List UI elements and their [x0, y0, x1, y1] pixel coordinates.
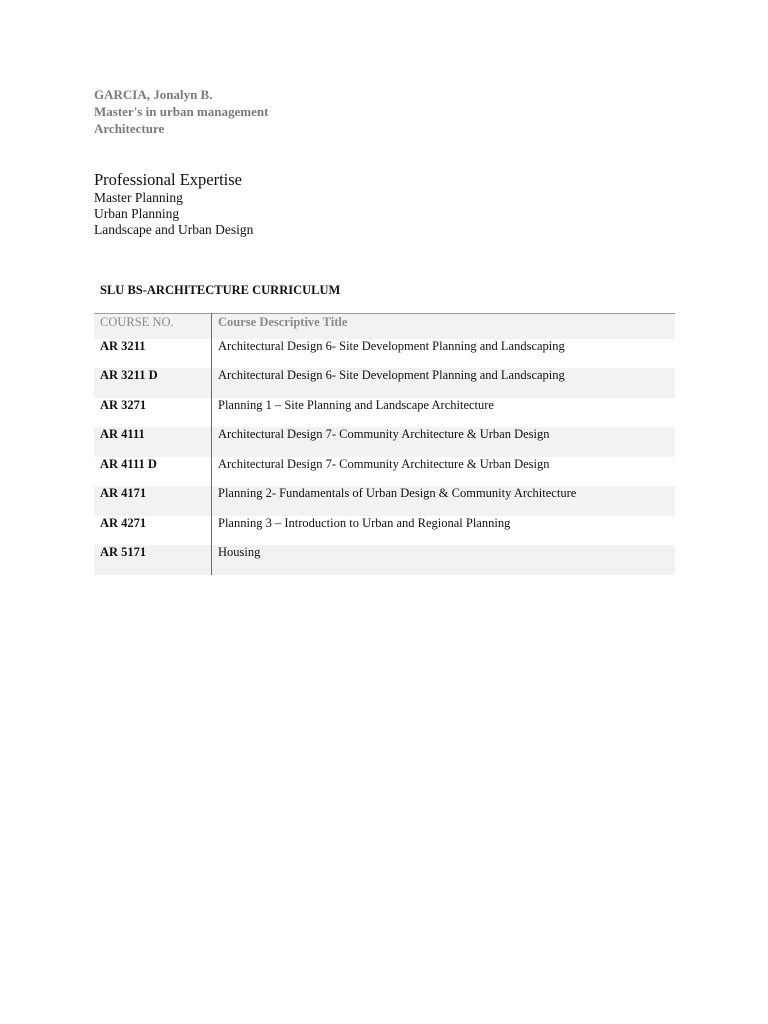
course-code: AR 3211 D: [94, 368, 212, 398]
expertise-item: Master Planning: [94, 190, 183, 205]
table-row: [94, 339, 675, 369]
course-title: Architectural Design 7- Community Architecture & Urban Design: [218, 427, 550, 441]
table-header-row: [94, 314, 675, 339]
course-code: AR 4271: [94, 516, 212, 546]
course-title: Planning 2- Fundamentals of Urban Design & Community Architecture: [218, 486, 577, 500]
column-header-title: Course Descriptive Title: [218, 315, 348, 329]
table-row: [94, 427, 675, 457]
course-title: Planning 1 – Site Planning and Landscape Architecture: [218, 397, 494, 412]
column-header-course-no: COURSE NO.: [94, 314, 212, 339]
course-code: AR 5171: [94, 545, 212, 575]
course-code: AR 3271: [94, 398, 212, 428]
course-title: Architectural Design 6- Site Development Planning and Landscaping: [218, 368, 565, 382]
course-code: AR 4111: [94, 427, 212, 457]
course-title: Planning 3 – Introduction to Urban and Regional Planning: [218, 515, 511, 530]
author-header: [94, 86, 268, 137]
expertise-item: Landscape and Urban Design: [94, 222, 254, 237]
table-row: [94, 545, 675, 575]
table-row: [94, 368, 675, 398]
expertise-title: Professional Expertise: [94, 170, 243, 189]
course-title: Housing: [218, 545, 261, 559]
table-row: [94, 398, 675, 428]
table-row: [94, 457, 675, 487]
curriculum-title: SLU BS-ARCHITECTURE CURRICULUM: [100, 283, 341, 297]
curriculum-table: [94, 313, 675, 575]
author-degree: Master's in urban management: [94, 104, 269, 119]
course-code: AR 4111 D: [94, 457, 212, 487]
author-field: Architecture: [94, 121, 165, 136]
table-row: [94, 486, 675, 516]
author-name: GARCIA, Jonalyn B.: [94, 87, 213, 102]
course-code: AR 3211: [94, 339, 212, 369]
course-code: AR 4171: [94, 486, 212, 516]
table-row: [94, 516, 675, 546]
course-title: Architectural Design 6- Site Development Planning and Landscaping: [218, 338, 565, 353]
expertise-list: [94, 190, 253, 238]
expertise-item: Urban Planning: [94, 206, 180, 221]
expertise-section: [94, 170, 253, 238]
course-title: Architectural Design 7- Community Architecture & Urban Design: [218, 456, 550, 471]
